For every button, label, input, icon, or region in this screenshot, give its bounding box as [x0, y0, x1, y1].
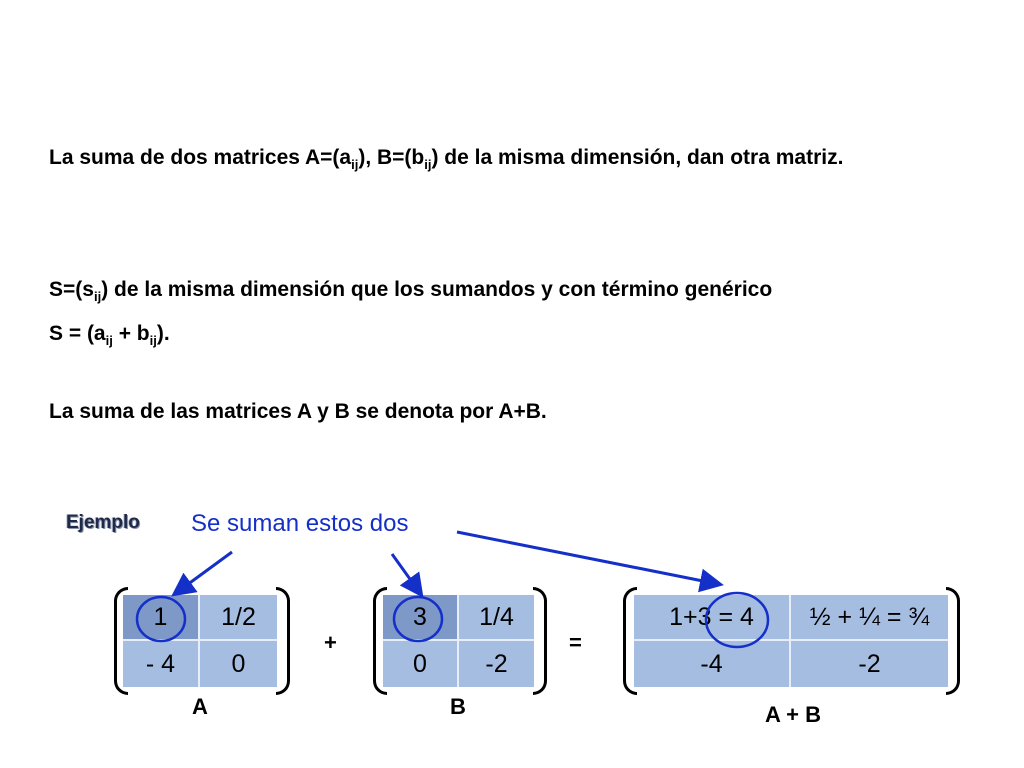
arrow-to-a11 [176, 552, 232, 593]
definition-text-1: La suma de dos matrices A=(a [49, 146, 352, 169]
matrix-sum-cell: -4 [634, 641, 791, 687]
matrix-a-label: A [192, 694, 208, 719]
highlight-circle-result [706, 593, 768, 647]
annotation-note: Se suman estos dos [191, 510, 409, 537]
matrix-sum-cell: ½ + ¼ = ¾ [791, 595, 948, 641]
text-formula-end: ). [156, 322, 170, 345]
subscript-ij: ij [93, 289, 102, 304]
arrow-to-b11 [392, 554, 420, 593]
highlight-circle-a11 [137, 597, 185, 641]
text-s: S=(s [49, 278, 94, 301]
subscript-ij: ij [105, 333, 113, 348]
highlight-circle-b11 [394, 597, 442, 641]
matrix-b-label: B [450, 694, 466, 719]
matrix-a-cell: 1/2 [200, 595, 277, 641]
arrow-to-result [457, 532, 718, 584]
matrix-sum-cell: -2 [858, 649, 881, 678]
definition-text-3: ) de la misma dimensión, dan otra matriz. [431, 146, 844, 169]
matrix-a-cell: 0 [231, 649, 246, 678]
matrix-b-cell: 3 [383, 595, 459, 641]
example-badge: Ejemplo [66, 512, 140, 533]
text-dimension: ) de la misma dimensión que los sumandos y con término genérico [101, 278, 773, 301]
text-formula-start: S = (a [49, 322, 106, 345]
text-formula-plus: + b [112, 322, 150, 345]
matrix-b-cell: 0 [383, 641, 459, 687]
matrix-b-cell: 1/4 [459, 595, 534, 641]
subscript-ij: ij [424, 157, 432, 172]
matrix-sum-label: A + B [765, 702, 822, 727]
notation-paragraph: La suma de las matrices A y B se denota por A+B. [49, 400, 547, 423]
equals-operator: = [569, 630, 582, 655]
matrix-a-cell: - 4 [123, 641, 200, 687]
definition-text-2: ), B=(b [358, 146, 425, 169]
subscript-ij: ij [351, 157, 359, 172]
matrix-b-cell: -2 [485, 649, 508, 678]
subscript-ij: ij [149, 333, 157, 348]
matrix-sum-cell: 1+3 = 4 [634, 595, 791, 641]
plus-operator: + [324, 630, 337, 655]
matrix-a-cell: 1 [123, 595, 200, 641]
